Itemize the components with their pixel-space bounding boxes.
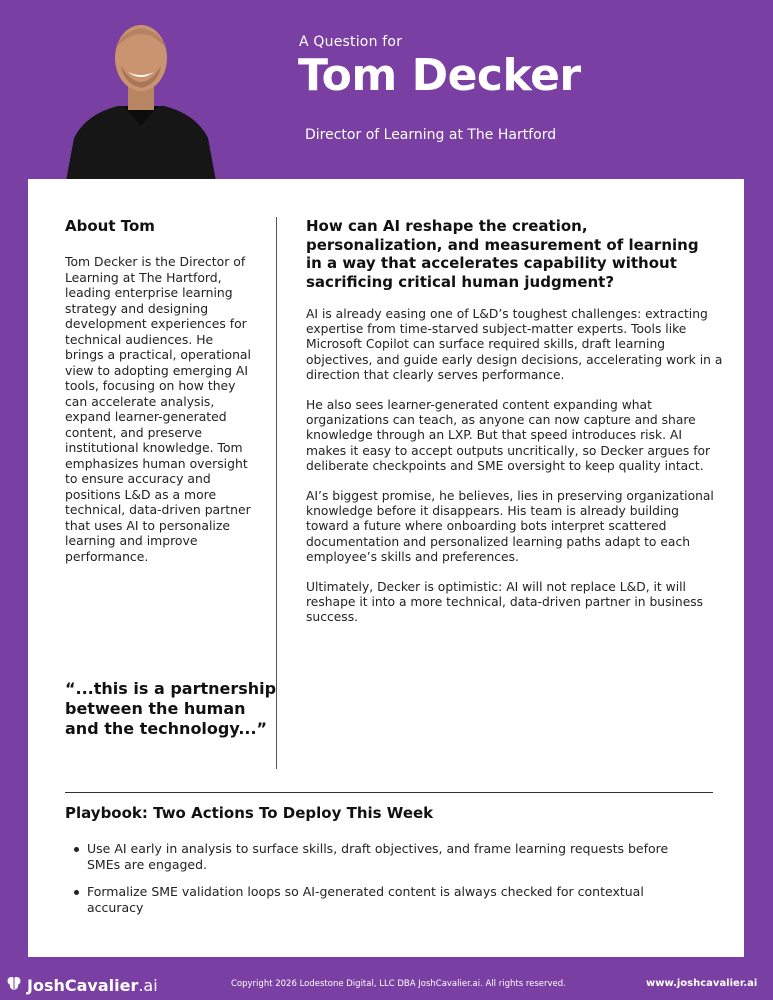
answer-paragraph: Ultimately, Decker is optimistic: AI will not replace L&D, it will reshape it into a more technical, data-driven partner in business success. bbox=[306, 580, 704, 625]
bullet-icon bbox=[74, 847, 79, 852]
profile-photo bbox=[66, 18, 216, 181]
pull-quote: “...this is a partnership between the human and the technology...” bbox=[65, 679, 277, 738]
playbook-heading: Playbook: Two Actions To Deploy This Week bbox=[65, 804, 434, 822]
brand-logo[interactable] bbox=[6, 975, 158, 995]
list-item-text: Formalize SME validation loops so AI-generated content is always checked for contextual accuracy bbox=[87, 884, 644, 915]
list-item-text: Use AI early in analysis to surface skills, draft objectives, and frame learning requests before SMEs are engaged. bbox=[87, 841, 669, 872]
answer-paragraph: AI’s biggest promise, he believes, lies in preserving organizational knowledge before it disappears. His team is already building toward a future where onboarding bots interpret scattered documentation and personalized learning paths adapt to each employee’s skills and preferences. bbox=[306, 489, 714, 564]
content-card bbox=[28, 179, 744, 957]
logo-suffix: .ai bbox=[138, 975, 158, 995]
playbook-list bbox=[65, 841, 695, 927]
logo-wordmark: JoshCavalier bbox=[27, 975, 139, 995]
section-divider bbox=[65, 792, 713, 793]
answer-paragraph: He also sees learner-generated content expanding what organizations can teach, as anyone can now capture and share knowledge through an LXP. But that speed introduces risk. AI makes it easy to accept outputs uncritically, so Decker argues for deliberate checkpoints and SME oversight to keep quality intact. bbox=[306, 398, 711, 473]
job-title: Director of Learning at The Hartford bbox=[305, 127, 557, 143]
list-item bbox=[65, 884, 695, 915]
about-heading: About Tom bbox=[65, 217, 155, 235]
bullet-icon bbox=[74, 890, 79, 895]
copyright-text: Copyright 2026 Lodestone Digital, LLC DBA JoshCavalier.ai. All rights reserved. bbox=[231, 979, 566, 989]
header-eyebrow: A Question for bbox=[299, 34, 403, 50]
page-title: Tom Decker bbox=[298, 50, 581, 101]
answer-text bbox=[306, 307, 724, 641]
about-text: Tom Decker is the Director of Learning at The Hartford, leading enterprise learning strategy and designing development experiences for technical audiences. He brings a practical, operational view to adopting emerging AI tools, focusing on how they can accelerate analysis, expand learner-generated content, and preserve institutional knowledge. Tom emphasizes human oversight to ensure accuracy and positions L&D as a more technical, data-driven partner that uses AI to personalize learning and improve performance. bbox=[65, 254, 251, 564]
brain-icon bbox=[6, 975, 22, 995]
website-link[interactable]: www.joshcavalier.ai bbox=[646, 978, 758, 989]
answer-paragraph: AI is already easing one of L&D’s toughest challenges: extracting expertise from time-starved subject-matter experts. Tools like Microsoft Copilot can surface required skills, draft learning objectives, and guide early design decisions, accelerating work in a direction that clearly serves performance. bbox=[306, 307, 723, 382]
list-item bbox=[65, 841, 695, 872]
question-heading: How can AI reshape the creation, personalization, and measurement of learning in a way that accelerates capability without sacrificing critical human judgment? bbox=[306, 217, 699, 291]
column-divider bbox=[276, 217, 277, 769]
